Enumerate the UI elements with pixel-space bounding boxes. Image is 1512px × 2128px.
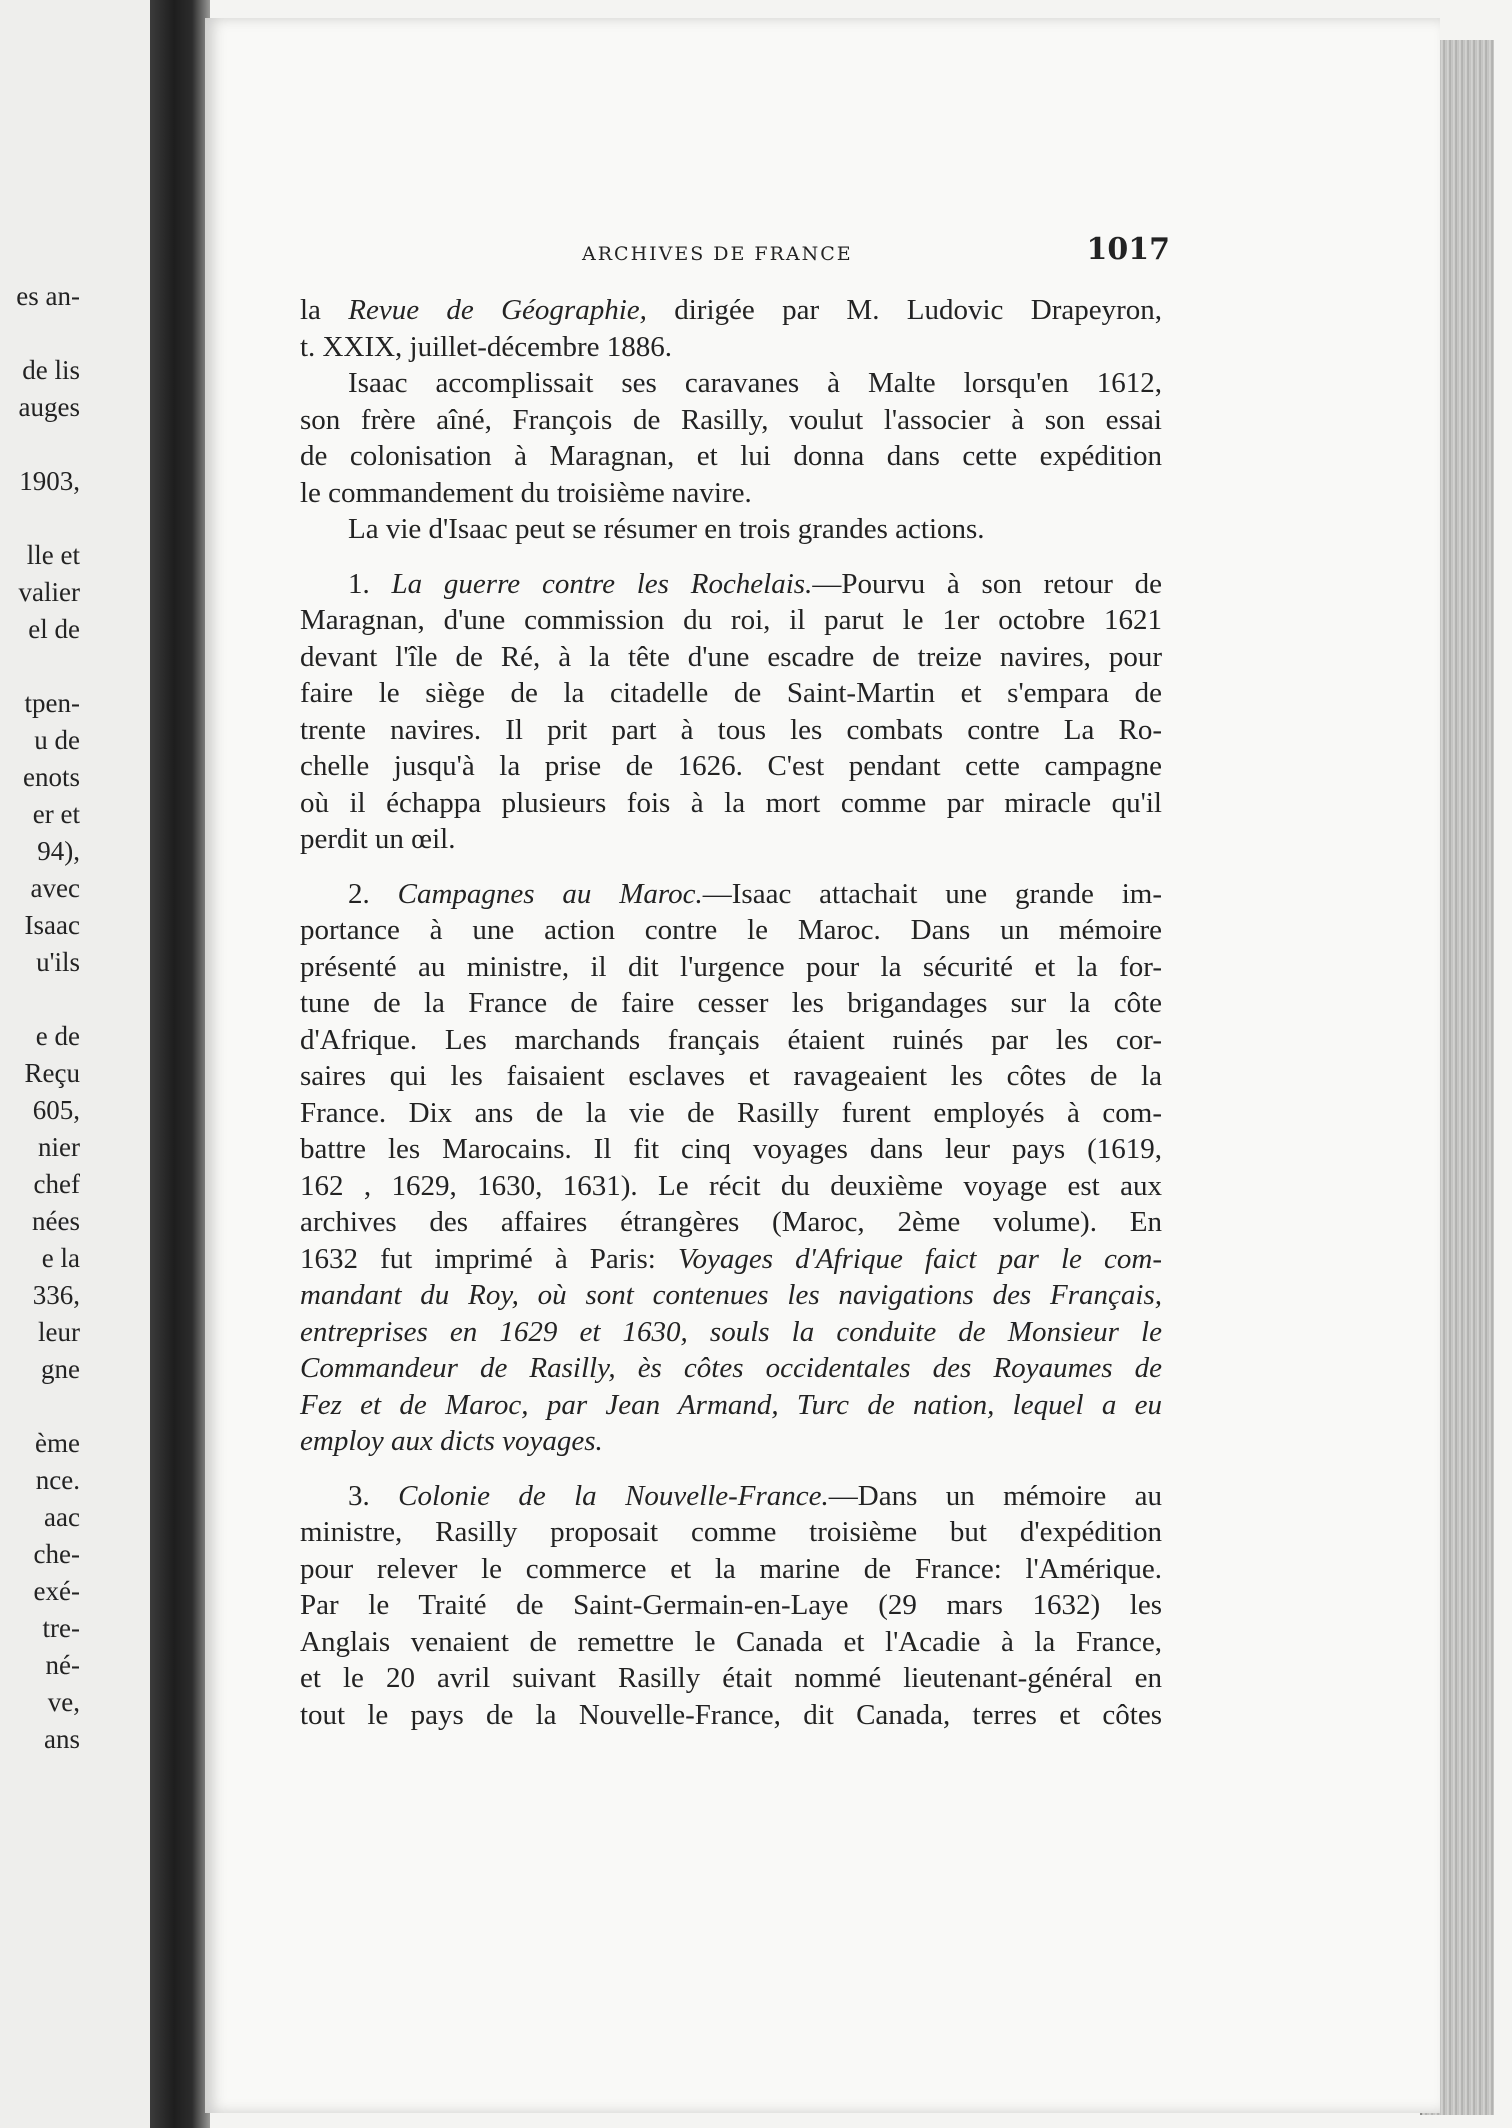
journal-title: Revue de Géographie, xyxy=(348,294,647,326)
left-page-fragment: auges xyxy=(18,392,80,422)
left-page-fragment: che- xyxy=(33,1539,80,1569)
section-heading-line: 2. Campagnes au Maroc.—Isaac attachait une grande im- xyxy=(348,877,1163,910)
left-page-fragment: es an- xyxy=(16,281,80,311)
section-title: Campagnes au Maroc. xyxy=(397,877,703,910)
text-line: saires qui les faisaient esclaves et ravageaient les côtes de la xyxy=(300,1060,1162,1092)
left-page-fragment: nées xyxy=(32,1206,80,1236)
text-line: perdit un œil. xyxy=(300,823,456,855)
text-line: Anglais venaient de remettre le Canada et l'Acadie à la France, xyxy=(300,1625,1162,1658)
left-page-fragment: gne xyxy=(41,1354,80,1384)
section-heading-line: 3. Colonie de la Nouvelle-France.—Dans un mémoire au xyxy=(348,1479,1163,1512)
left-page-fragment: ans xyxy=(44,1724,80,1754)
left-page-fragment: avec xyxy=(30,873,80,903)
left-page-text-fragments xyxy=(0,278,80,1758)
text-line: le commandement du troisième navire. xyxy=(300,476,752,509)
text-line: trente navires. Il prit part à tous les combats contre La Ro- xyxy=(300,713,1162,746)
running-head: ARCHIVES DE FRANCE xyxy=(582,243,853,265)
left-page-fragment: u'ils xyxy=(36,947,80,977)
body-text xyxy=(300,292,1162,1733)
book-gutter xyxy=(150,0,210,2128)
text-line: ministre, Rasilly proposait comme troisième but d'expédition xyxy=(300,1516,1162,1548)
left-page-fragment: ve, xyxy=(47,1687,80,1717)
text-line: Maragnan, d'une commission du roi, il parut le 1er octobre 1621 xyxy=(300,604,1162,636)
text-line: t. XXIX, juillet-décembre 1886. xyxy=(300,330,673,363)
text-line: entreprises en 1629 et 1630, souls la conduite de Monsieur le xyxy=(300,1315,1162,1348)
left-page-gap xyxy=(0,981,80,1018)
left-page-fragment: 1903, xyxy=(19,466,80,496)
left-page-fragment: Isaac xyxy=(24,910,80,940)
text-line: d'Afrique. Les marchands français étaient ruinés par les cor- xyxy=(300,1023,1162,1056)
left-page-fragment: 605, xyxy=(32,1095,80,1125)
text-line: portance à une action contre le Maroc. Dans un mémoire xyxy=(300,914,1162,946)
text-line: mandant du Roy, où sont contenues les navigations des Français, xyxy=(300,1279,1162,1311)
page-header xyxy=(300,232,1170,280)
left-page-fragment: 336, xyxy=(32,1280,80,1310)
left-page-fragment: ème xyxy=(35,1428,80,1458)
left-page-fragment: leur xyxy=(38,1317,80,1347)
left-page-fragment: tre- xyxy=(42,1613,80,1643)
left-page-fragment: exé- xyxy=(33,1576,80,1606)
left-page-fragment: Reçu xyxy=(24,1058,80,1088)
text-line: Commandeur de Rasilly, ès côtes occidentales des Royaumes de xyxy=(300,1352,1162,1384)
text-line: son frère aîné, François de Rasilly, voulut l'associer à son essai xyxy=(300,403,1162,436)
left-page-fragment: aac xyxy=(44,1502,80,1532)
left-page-fragment: er et xyxy=(32,799,80,829)
text-line: 1632 fut imprimé à Paris: Voyages d'Afrique faict par le com- xyxy=(300,1242,1163,1275)
text-line: 162 , 1629, 1630, 1631). Le récit du deuxième voyage est aux xyxy=(300,1169,1162,1202)
left-page-fragment: valier xyxy=(18,577,80,607)
text-line: devant l'île de Ré, à la tête d'une escadre de treize navires, pour xyxy=(300,640,1162,673)
text-line: archives des affaires étrangères (Maroc, 2ème volume). En xyxy=(300,1206,1162,1238)
left-page-fragment: u de xyxy=(34,725,80,755)
text-line: tout le pays de la Nouvelle-France, dit Canada, terres et côtes xyxy=(300,1698,1162,1731)
text-line: la Revue de Géographie, dirigée par M. Ludovic Drapeyron, xyxy=(300,294,1162,326)
left-page-gap xyxy=(0,500,80,537)
left-page-fragment: e la xyxy=(41,1243,80,1273)
section-title: La guerre contre les Rochelais. xyxy=(391,567,813,600)
book-title: Voyages d'Afrique faict par le com- xyxy=(677,1242,1163,1275)
text-line: pour relever le commerce et la marine de France: l'Amérique. xyxy=(300,1552,1162,1585)
section-heading-line: 1. La guerre contre les Rochelais.—Pourvu à son retour de xyxy=(348,567,1163,600)
text-line: employ aux dicts voyages. xyxy=(300,1425,603,1457)
text-line: France. Dix ans de la vie de Rasilly furent employés à com- xyxy=(300,1096,1162,1129)
text-line: et le 20 avril suivant Rasilly était nommé lieutenant-général en xyxy=(300,1662,1162,1694)
text-line: Fez et de Maroc, par Jean Armand, Turc de nation, lequel a eu xyxy=(300,1388,1162,1421)
left-page-fragment: nce. xyxy=(35,1465,80,1495)
left-page-fragment: e de xyxy=(35,1021,80,1051)
text-line: de colonisation à Maragnan, et lui donna dans cette expédition xyxy=(300,440,1162,472)
left-page-gap xyxy=(0,426,80,463)
left-page-fragment: tpen- xyxy=(24,688,80,718)
left-page-gap xyxy=(0,1388,80,1425)
text-line: battre les Marocains. Il fit cinq voyages dans leur pays (1619, xyxy=(300,1133,1162,1165)
left-page-fragment: enots xyxy=(23,762,80,792)
text-line: où il échappa plusieurs fois à la mort comme par miracle qu'il xyxy=(300,786,1162,819)
text-line: La vie d'Isaac peut se résumer en trois grandes actions. xyxy=(348,513,985,545)
text-line: Isaac accomplissait ses caravanes à Malte lorsqu'en 1612, xyxy=(348,367,1162,399)
text-line: tune de la France de faire cesser les brigandages sur la côte xyxy=(300,987,1162,1019)
left-page-fragment: lle et xyxy=(26,540,80,570)
text-line: Par le Traité de Saint-Germain-en-Laye (29 mars 1632) les xyxy=(300,1589,1162,1621)
left-page-gap xyxy=(0,315,80,352)
left-page-fragment: nier xyxy=(38,1132,80,1162)
left-page-fragment: el de xyxy=(28,614,80,644)
section-title: Colonie de la Nouvelle-France. xyxy=(398,1479,829,1512)
left-page-fragment: né- xyxy=(45,1650,80,1680)
page-number: 1017 xyxy=(1086,232,1170,267)
text-line: chelle jusqu'à la prise de 1626. C'est pendant cette campagne xyxy=(300,750,1162,782)
left-page-fragment: 94), xyxy=(37,836,80,866)
left-page-gap xyxy=(0,648,80,685)
left-page-fragment: chef xyxy=(33,1169,80,1199)
text-line: présenté au ministre, il dit l'urgence pour la sécurité et la for- xyxy=(300,950,1162,983)
text-line: faire le siège de la citadelle de Saint-Martin et s'empara de xyxy=(300,677,1162,709)
left-page-fragment: de lis xyxy=(22,355,80,385)
